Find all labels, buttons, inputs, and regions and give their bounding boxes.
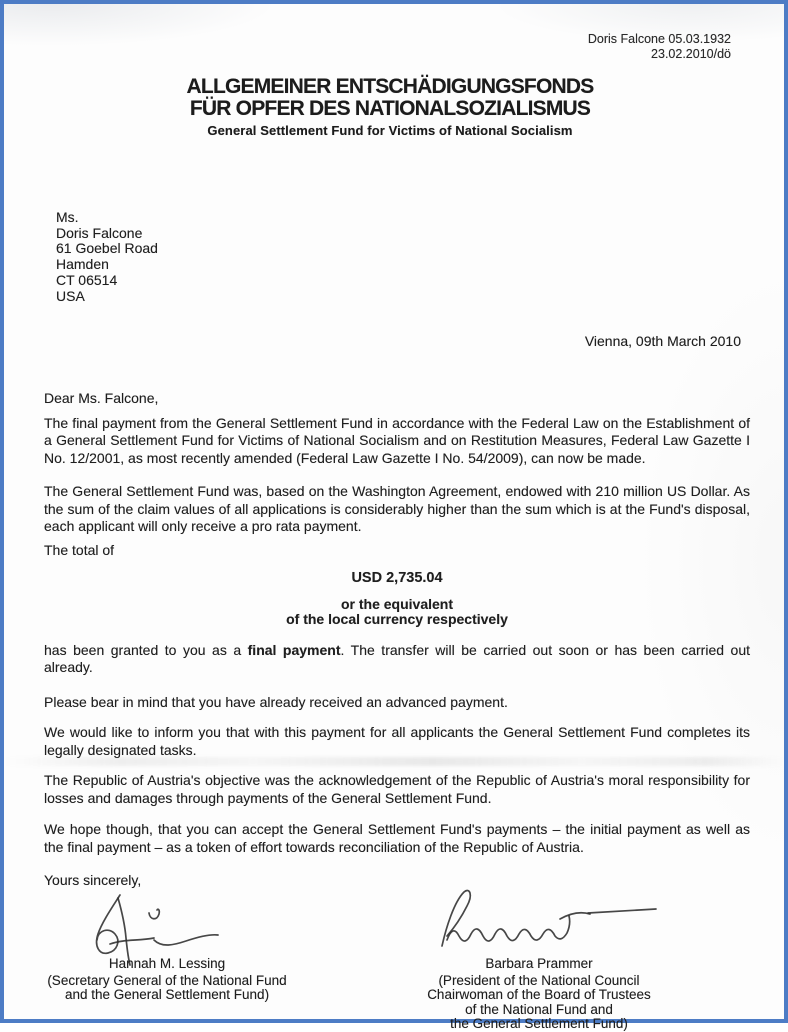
payment-amount: USD 2,735.04 [351,570,443,586]
letter-body [44,390,750,890]
signature-hannah-m-lessing [82,892,232,966]
recipient-state-zip: CT 06514 [56,271,118,288]
recipient-country: USA [56,287,85,304]
annotation-date-initials: 23.02.2010/dö [651,46,731,61]
recipient-name: Doris Falcone [56,224,143,241]
p4-final-payment-bold: final payment [247,641,341,658]
equivalent-note [44,597,750,628]
recipient-salutation: Ms. [56,209,79,225]
paragraph-final-payment-law: The final payment from the General Settlement Fund in accordance with the Federal Law on the Establishment of a General Settlement Fund for Victims of National Socialism and on Restitution Measures, Federal Law Gazette I No. 12/2001, as most recently amended (Federal Law Gazette I No. 54/2009), can now be made. [44,414,750,466]
signatory-left-title-2: and the General Settlement Fund) [64,987,270,1002]
signatory-left-block [37,957,297,1003]
equivalent-line-2: of the local currency respectively [286,611,508,627]
paragraph-washington-agreement: The General Settlement Fund was, based on the Washington Agreement, endowed with 210 million US Dollar. As the sum of the claim values of all applications is considerably higher than the sum which is at the Fund's disposal, each applicant will only receive a pro rata payment. [44,483,750,534]
letterhead-line-english: General Settlement Fund for Victims of National Socialism [207,123,573,138]
annotation-claimant-dob: Doris Falcone 05.03.1932 [587,32,731,46]
signatory-left-name: Hannah M. Lessing [108,956,226,971]
paragraph-total-of: The total of [44,541,115,558]
signature-barbara-prammer [432,888,664,952]
salutation: Dear Ms. Falcone, [44,390,159,406]
signatory-right-title-4: the General Settlement Fund) [450,1016,628,1031]
recipient-street: 61 Goebel Road [56,240,158,257]
paragraph-austria-objective: The Republic of Austria's objective was the acknowledgement of the Republic of Austria's moral responsibility for losses and damages through payments of the General Settlement Fund. [44,772,750,806]
paragraph-completes-tasks: We would like to inform you that with this payment for all applicants the General Settlement Fund completes its legally designated tasks. [44,724,750,758]
recipient-address [56,210,158,304]
reference-annotation [588,32,731,61]
signatory-left-title-1: (Secretary General of the National Fund [47,972,287,988]
paragraph-granted-final-payment [44,642,750,677]
letterhead-line-german-1: ALLGEMEINER ENTSCHÄDIGUNGSFONDS [186,75,594,98]
closing-yours-sincerely: Yours sincerely, [44,872,142,888]
paragraph-reconciliation: We hope though, that you can accept the General Settlement Fund's payments – the initial payment as well as the final payment – as a token of effort towards reconciliation of the Republic of Austria. [44,821,750,855]
dateline: Vienna, 09th March 2010 [584,333,741,349]
equivalent-line-1: or the equivalent [340,595,454,612]
signatory-right-block [404,957,674,1032]
letterhead [4,76,776,138]
p4-text-after: . The transfer will be carried out soon or has been carried out already. [44,641,750,675]
signatory-right-name: Barbara Prammer [485,956,593,971]
recipient-city: Hamden [56,256,109,273]
p4-text-before: has been granted to you as a [44,641,248,658]
letterhead-line-german-2: FÜR OPFER DES NATIONALSOZIALISMUS [189,97,591,120]
signatory-right-title-3: of the National Fund and [465,1001,613,1017]
paragraph-advanced-payment: Please bear in mind that you have already received an advanced payment. [44,693,508,710]
signatory-right-title-1: (President of the National Council [438,972,640,988]
signatory-right-title-2: Chairwoman of the Board of Trustees [427,987,651,1002]
